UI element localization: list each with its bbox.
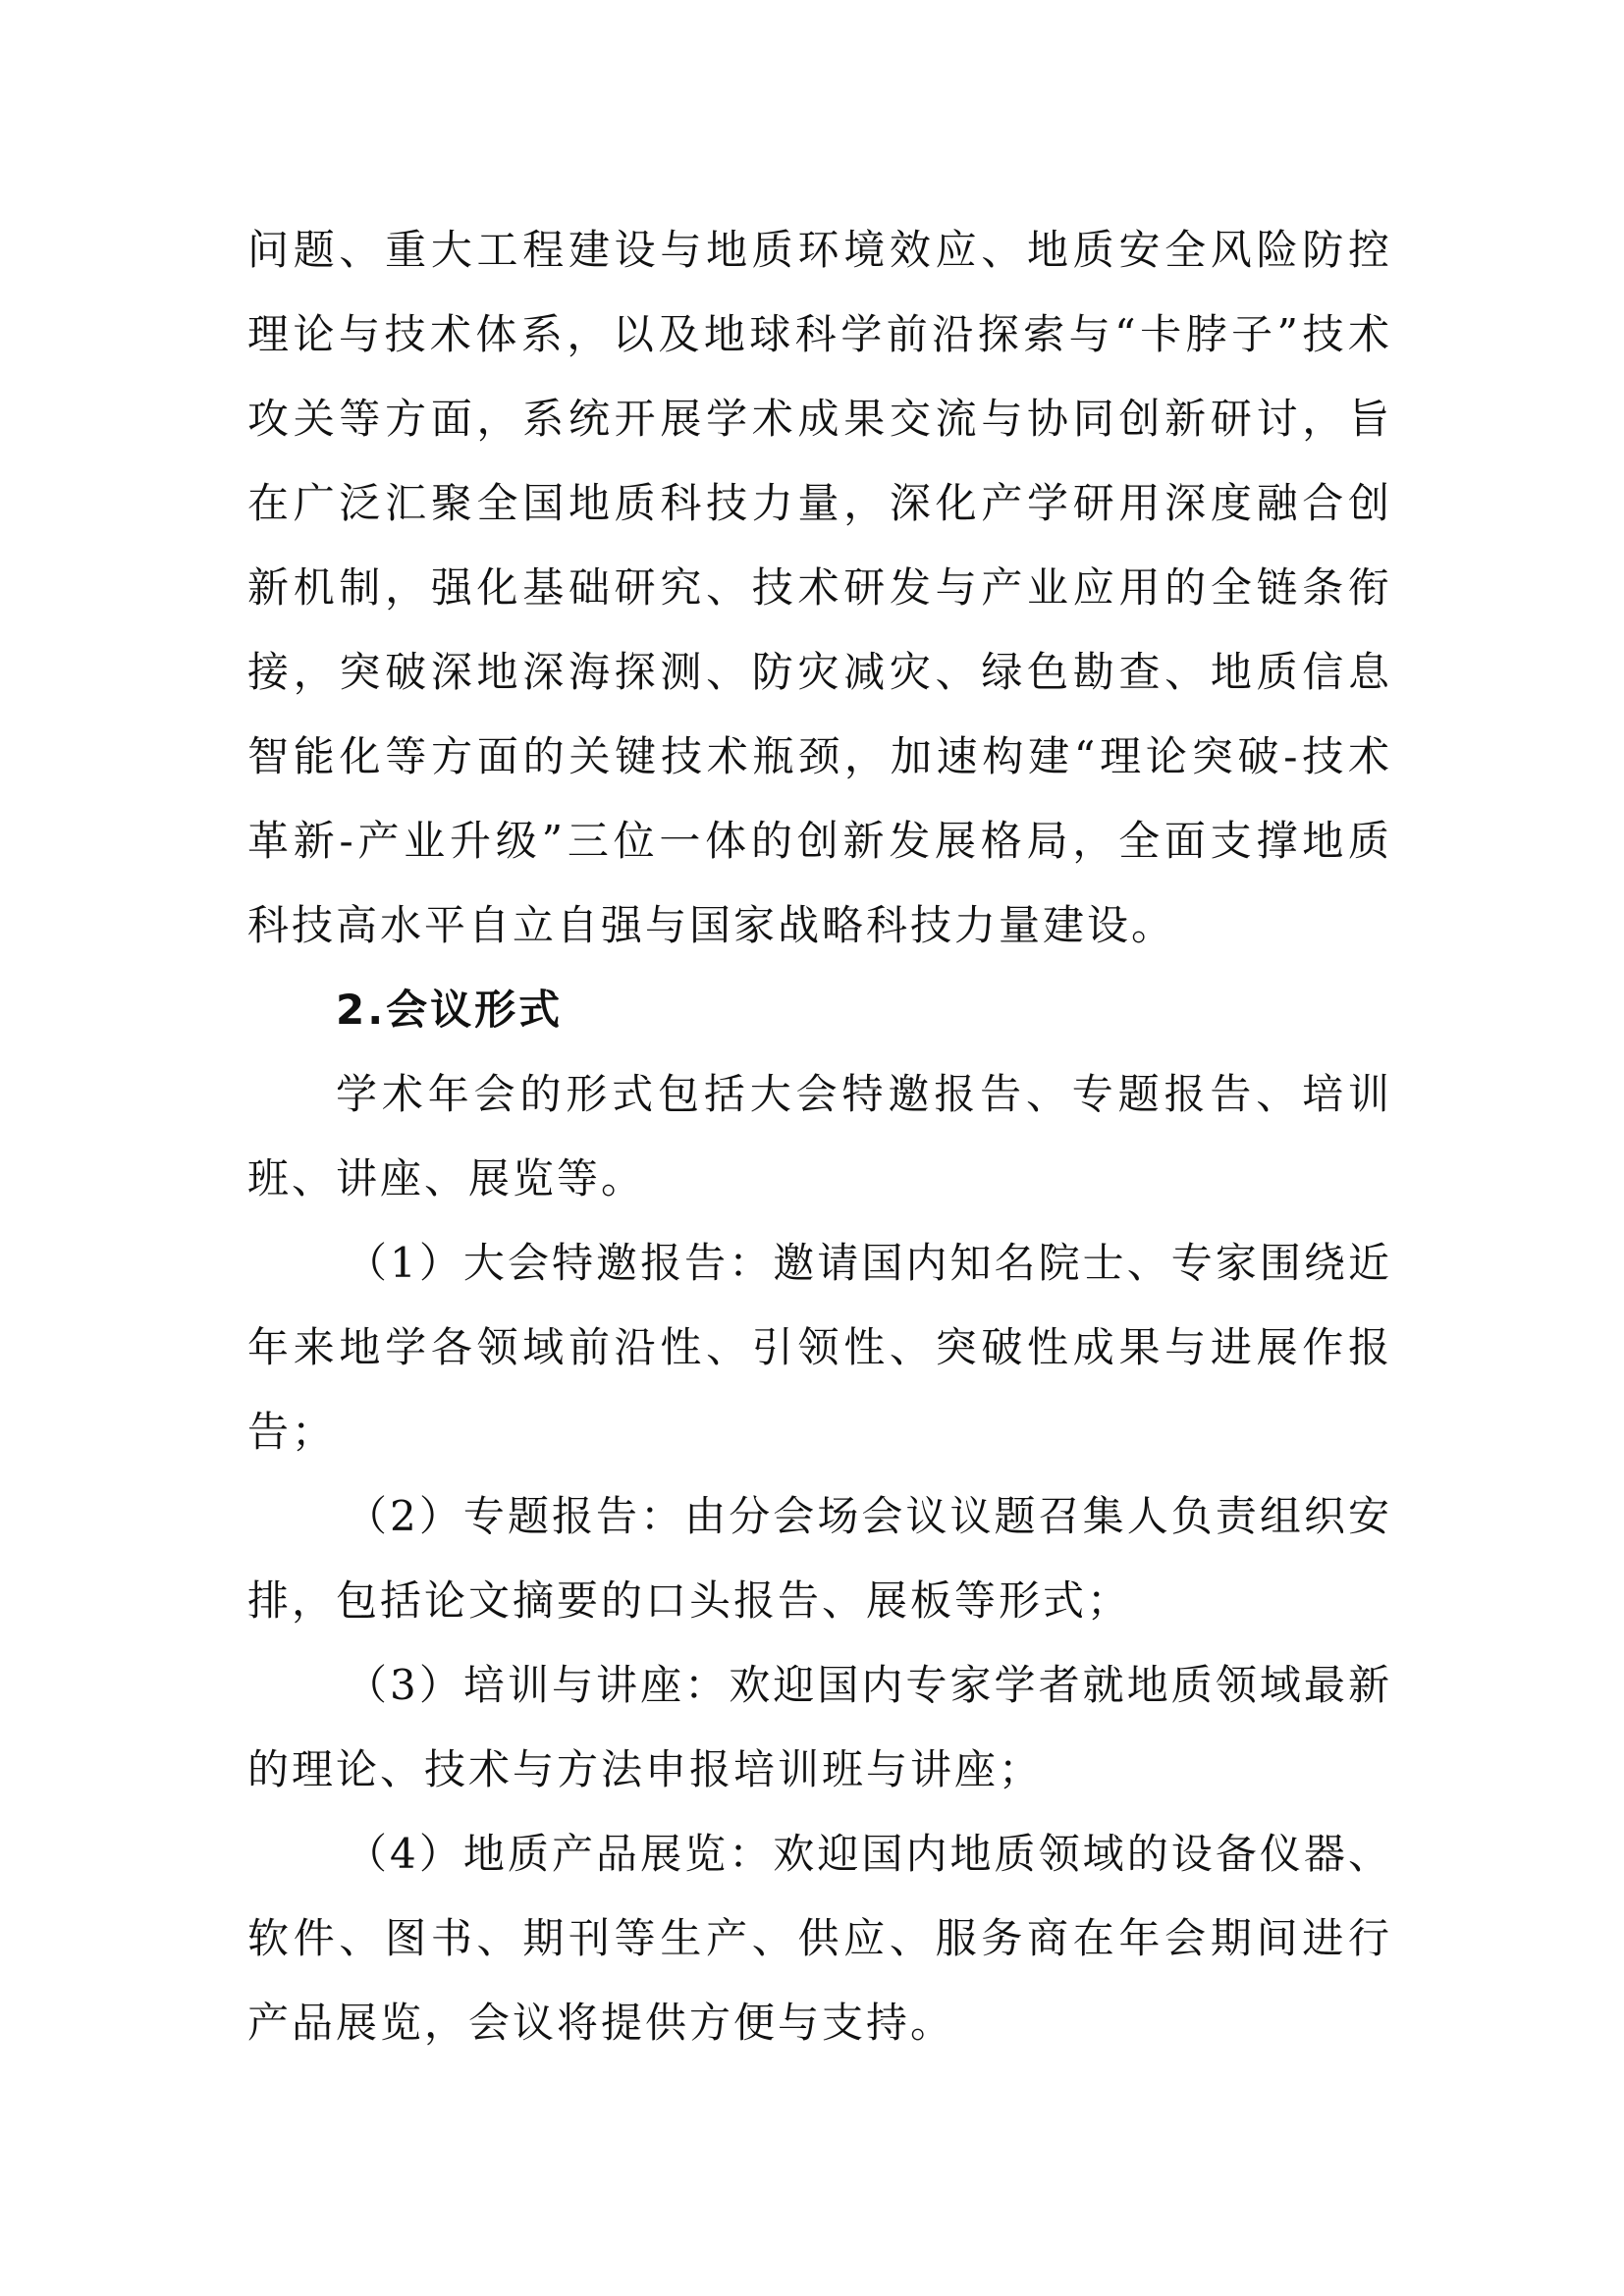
continuation-paragraph: 问题、重大工程建设与地质环境效应、地质安全风险防控理论与技术体系，以及地球科学前沿探索与“卡脖子”技术攻关等方面，系统开展学术成果交流与协同创新研讨，旨在广泛汇聚全国地质科技力量，深化产学研用深度融合创新机制，强化基础研究、技术研发与产业应用的全链条衔接，突破深地深海探测、防灾减灾、绿色勘查、地质信息智能化等方面的关键技术瓶颈，加速构建“理论突破-技术革新-产业升级”三位一体的创新发展格局，全面支撑地质科技高水平自立自强与国家战略科技力量建设。 [247,226,1392,949]
list-item: （3）培训与讲座：欢迎国内专家学者就地质领域最新的理论、技术与方法申报培训班与讲座； [247,1661,1392,1793]
intro-paragraph: 学术年会的形式包括大会特邀报告、专题报告、培训班、讲座、展览等。 [247,1070,1392,1202]
list-item: （1）大会特邀报告：邀请国内知名院士、专家围绕近年来地学各领域前沿性、引领性、突破性成果与进展作报告； [247,1239,1392,1456]
list-item: （2）专题报告：由分会场会议议题召集人负责组织安排，包括论文摘要的口头报告、展板等形式； [247,1492,1392,1625]
section-heading: 2.会议形式 [336,986,564,1034]
list-item: （4）地质产品展览：欢迎国内地质领域的设备仪器、软件、图书、期刊等生产、供应、服务商在年会期间进行产品展览，会议将提供方便与支持。 [247,1830,1392,2047]
